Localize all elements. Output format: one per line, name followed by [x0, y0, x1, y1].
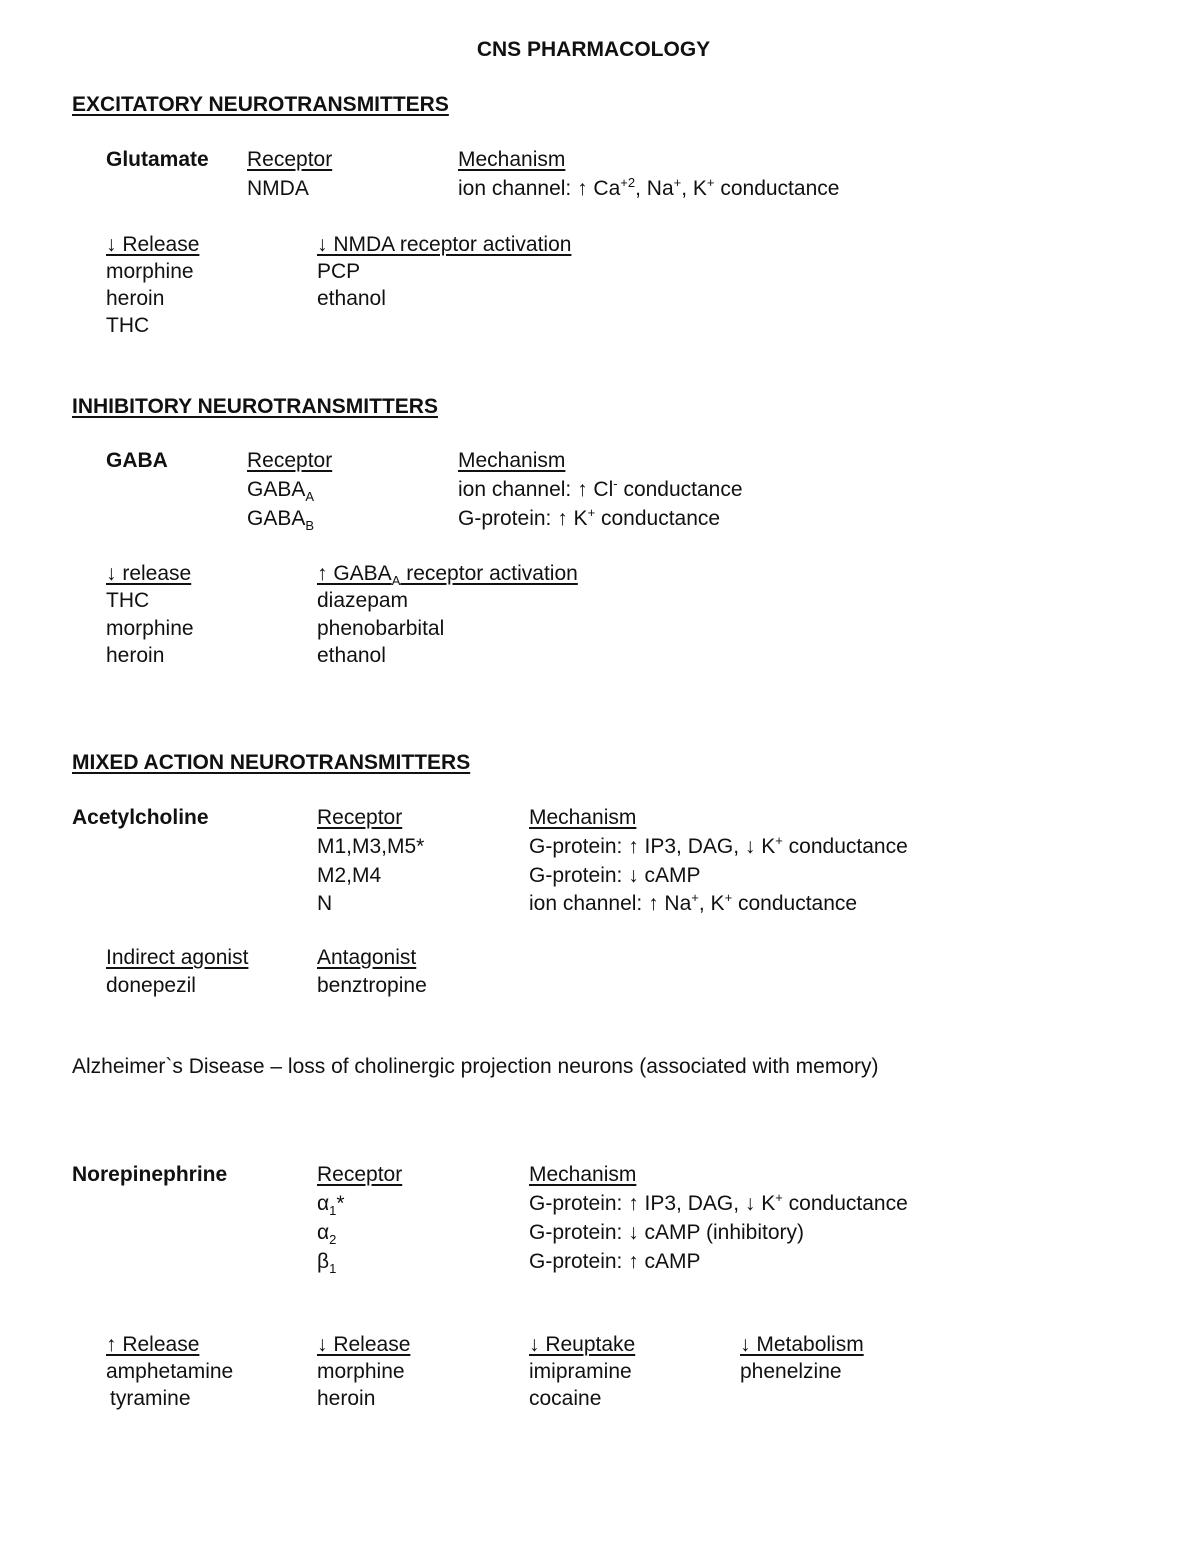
gaba-activation-item: diazepam: [317, 589, 409, 612]
ach-indirect-agonist-item: donepezil: [106, 974, 196, 997]
alzheimer-note: Alzheimer`s Disease – loss of cholinergic projection neurons (associated with memory): [72, 1055, 879, 1078]
ach-mechanism-m24: G-protein: ↓ cAMP: [529, 864, 701, 887]
ne-reuptake-header: ↓ Reuptake: [529, 1333, 636, 1356]
ne-reuptake-item: imipramine: [529, 1360, 632, 1383]
gaba-mechanism-header: Mechanism: [458, 449, 566, 472]
nmda-activation-item: ethanol: [317, 287, 386, 310]
glutamate-receptor-nmda: NMDA: [247, 177, 309, 200]
ne-down-release-header: ↓ Release: [317, 1333, 411, 1356]
inhibitory-heading: INHIBITORY NEUROTRANSMITTERS: [72, 395, 438, 418]
ne-mechanism-alpha2: G-protein: ↓ cAMP (inhibitory): [529, 1221, 805, 1244]
glutamate-label: Glutamate: [106, 148, 209, 171]
ne-mechanism-alpha1: G-protein: ↑ IP3, DAG, ↓ K+ conductance: [529, 1190, 908, 1215]
ach-receptor-m135: M1,M3,M5*: [317, 835, 425, 858]
ach-mechanism-m135: G-protein: ↑ IP3, DAG, ↓ K+ conductance: [529, 833, 908, 858]
gaba-mechanism-a: ion channel: ↑ Cl- conductance: [458, 476, 743, 501]
gaba-activation-item: phenobarbital: [317, 617, 445, 640]
ne-up-release-item: amphetamine: [106, 1360, 234, 1383]
ne-up-release-item: tyramine: [110, 1387, 191, 1410]
gaba-label: GABA: [106, 449, 168, 472]
glutamate-release-item: heroin: [106, 287, 165, 310]
ach-receptor-header: Receptor: [317, 806, 403, 829]
acetylcholine-label: Acetylcholine: [72, 806, 209, 829]
ach-mechanism-header: Mechanism: [529, 806, 637, 829]
gaba-activation-item: ethanol: [317, 644, 386, 667]
gaba-receptor-header: Receptor: [247, 449, 333, 472]
nmda-activation-item: PCP: [317, 260, 361, 283]
gaba-release-item: morphine: [106, 617, 194, 640]
ach-receptor-n: N: [317, 892, 333, 915]
mixed-heading: MIXED ACTION NEUROTRANSMITTERS: [72, 751, 471, 774]
glutamate-release-item: morphine: [106, 260, 194, 283]
ach-indirect-agonist-header: Indirect agonist: [106, 946, 249, 969]
gaba-release-header: ↓ release: [106, 562, 192, 585]
ne-receptor-beta1: $\beta_1$: [317, 1250, 337, 1276]
ne-receptor-alpha1: $\alpha_1*$: [317, 1192, 345, 1218]
glutamate-release-item: THC: [106, 314, 150, 337]
glutamate-mechanism-nmda: ion channel: ↑ $Ca^{+2}$, Na+, K+ conductance: [458, 175, 840, 200]
ach-receptor-m24: M2,M4: [317, 864, 382, 887]
gaba-release-item: heroin: [106, 644, 165, 667]
glutamate-mechanism-header: Mechanism: [458, 148, 566, 171]
gaba-release-item: THC: [106, 589, 150, 612]
ne-down-release-item: morphine: [317, 1360, 405, 1383]
ne-down-release-item: heroin: [317, 1387, 376, 1410]
nmda-activation-header: ↓ NMDA receptor activation: [317, 233, 572, 256]
gaba-activation-header: ↑ $GABA_A$ receptor activation: [317, 562, 578, 588]
ach-antagonist-item: benztropine: [317, 974, 427, 997]
ne-metabolism-item: phenelzine: [740, 1360, 842, 1383]
ne-mechanism-header: Mechanism: [529, 1163, 637, 1186]
ach-mechanism-n: ion channel: ↑ Na+, K+ conductance: [529, 890, 858, 915]
gaba-mechanism-b: G-protein: ↑ K+ conductance: [458, 505, 721, 530]
glutamate-receptor-header: Receptor: [247, 148, 333, 171]
ne-receptor-header: Receptor: [317, 1163, 403, 1186]
ne-metabolism-header: ↓ Metabolism: [740, 1333, 864, 1356]
excitatory-heading: EXCITATORY NEUROTRANSMITTERS: [72, 93, 449, 116]
ach-antagonist-header: Antagonist: [317, 946, 417, 969]
glutamate-release-header: ↓ Release: [106, 233, 200, 256]
ne-receptor-alpha2: $\alpha_2$: [317, 1221, 337, 1247]
page-title: CNS PHARMACOLOGY: [476, 38, 711, 61]
norepinephrine-label: Norepinephrine: [72, 1163, 228, 1186]
gaba-receptor-a: $GABA_A$: [247, 478, 315, 504]
ne-reuptake-item: cocaine: [529, 1387, 602, 1410]
ne-mechanism-beta1: G-protein: ↑ cAMP: [529, 1250, 701, 1273]
ne-up-release-header: ↑ Release: [106, 1333, 200, 1356]
gaba-receptor-b: $GABA_B$: [247, 507, 315, 533]
